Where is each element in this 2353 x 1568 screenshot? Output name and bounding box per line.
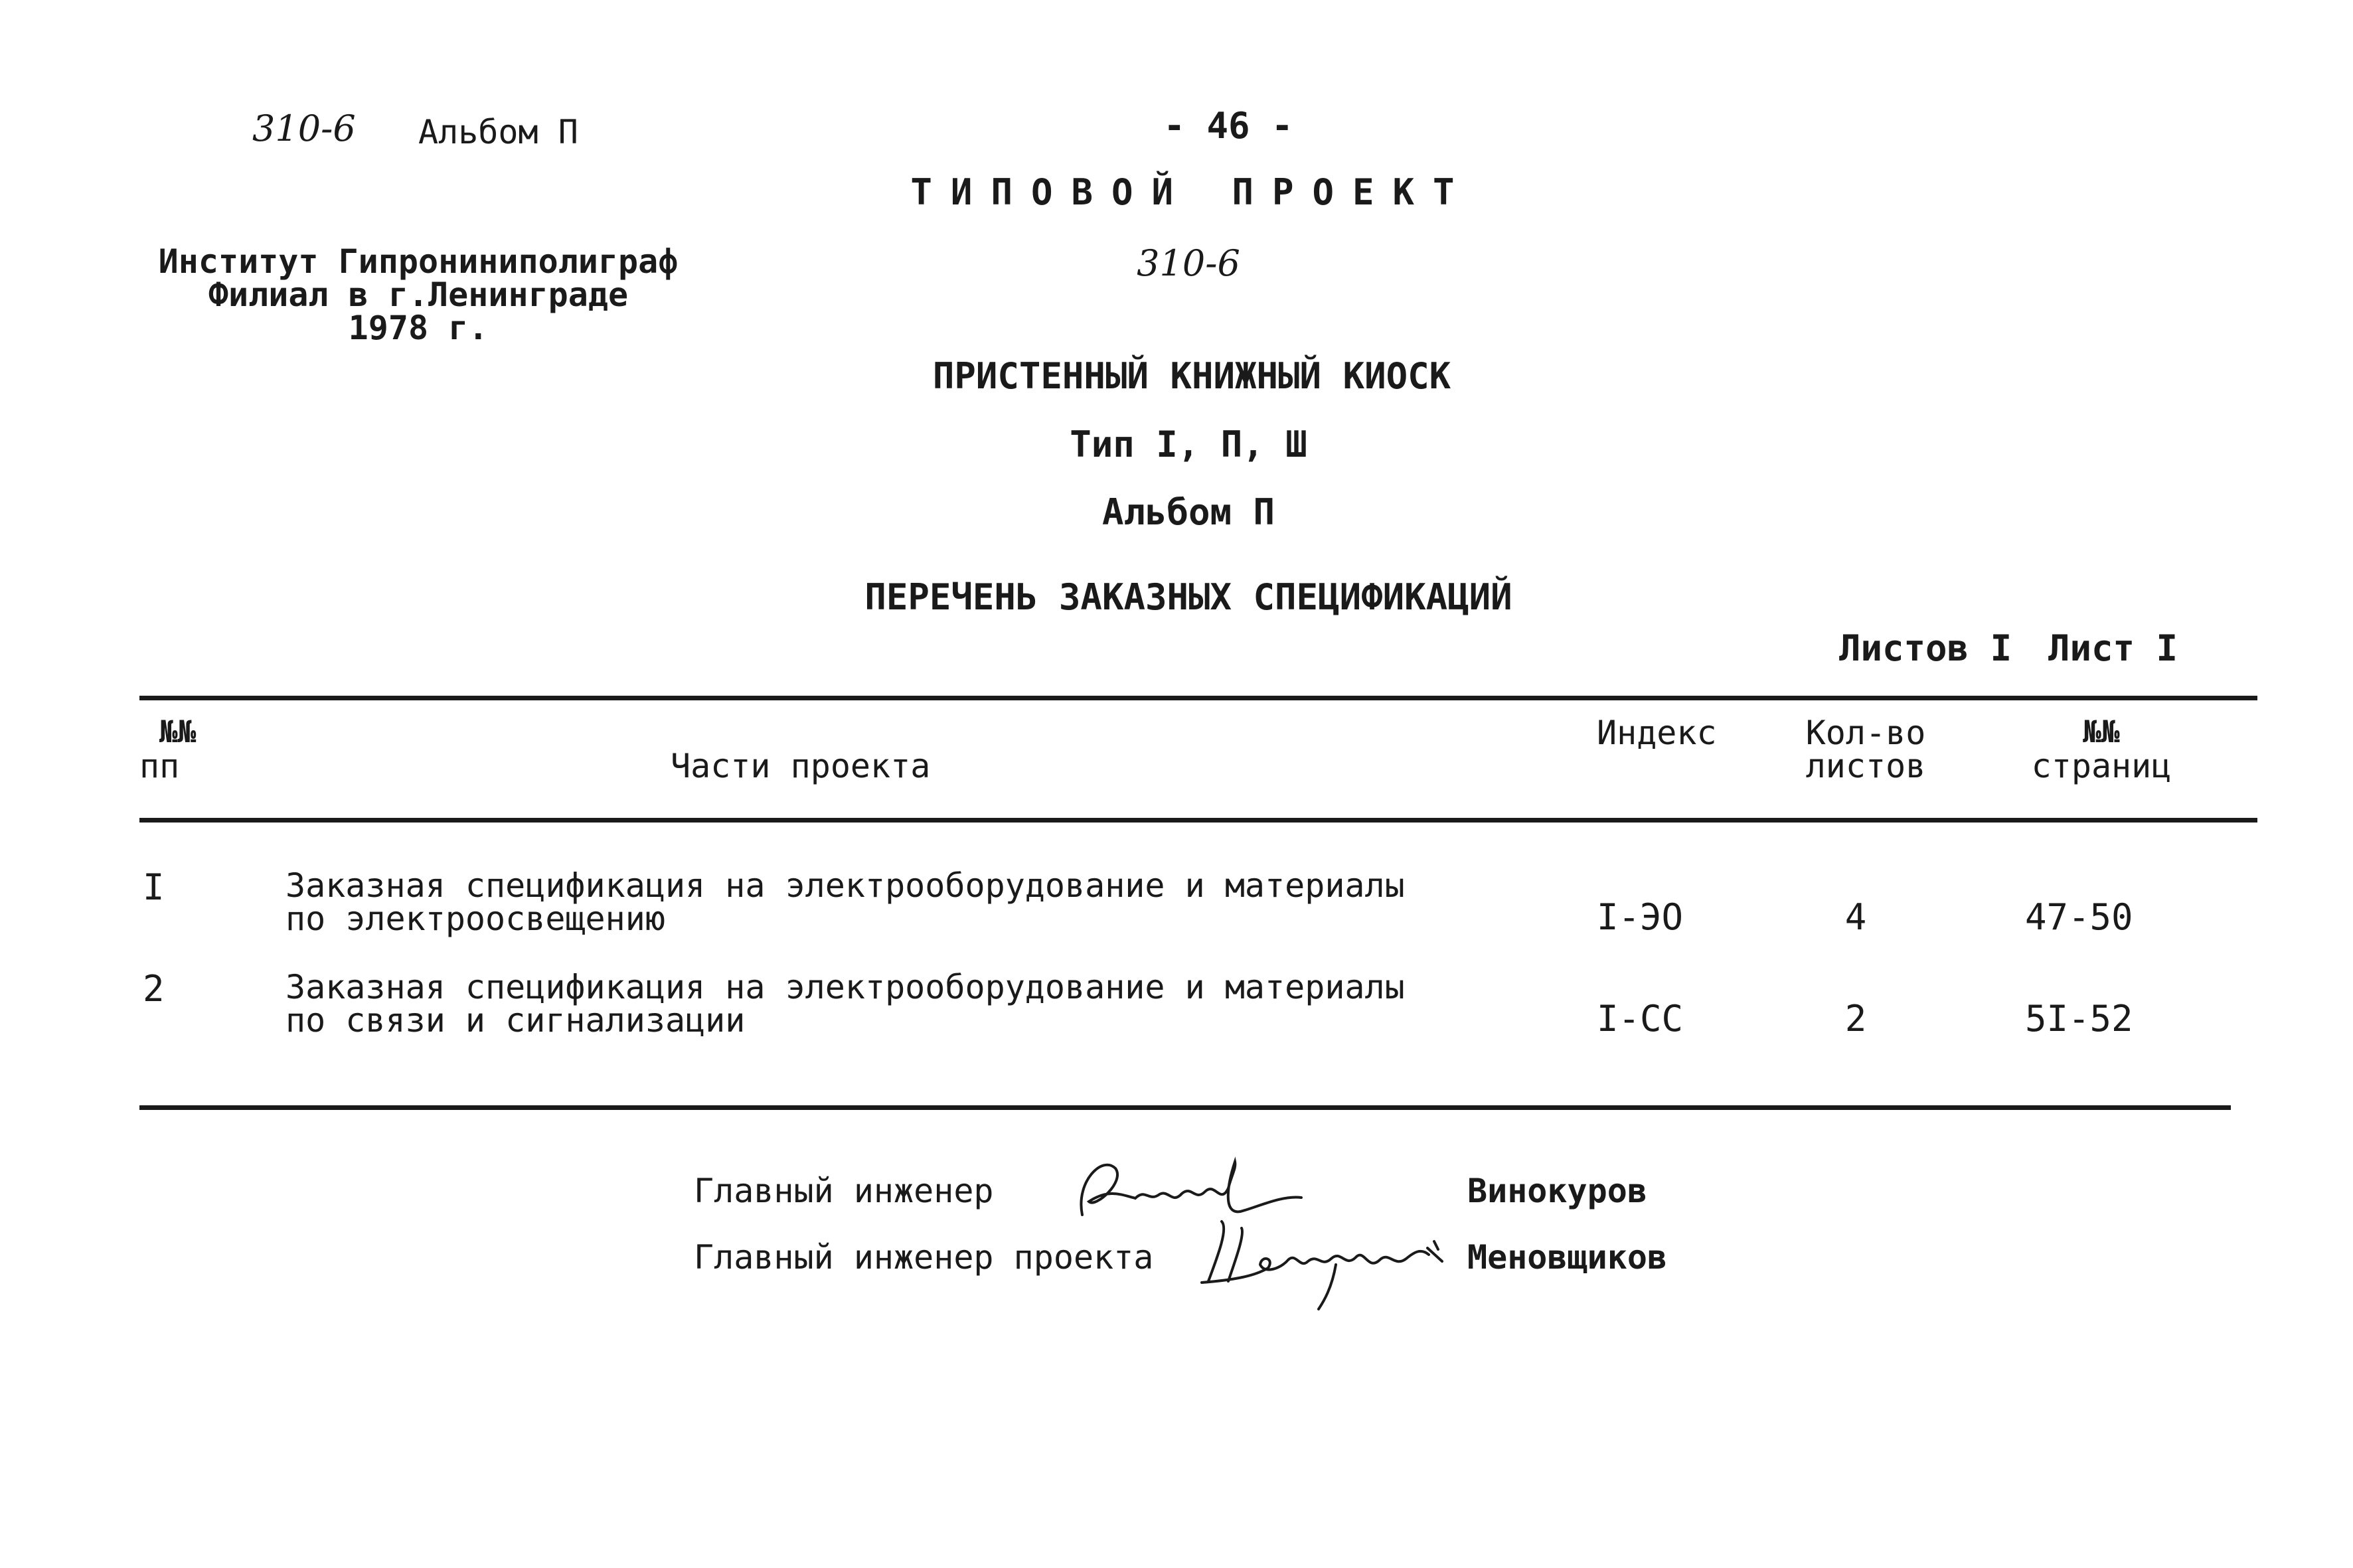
album-label-top: Альбом П xyxy=(418,113,578,151)
year: 1978 г. xyxy=(348,309,489,347)
table-bottom-rule xyxy=(139,1105,2231,1110)
typical-project-heading: ТИПОВОЙ ПРОЕКТ xyxy=(910,171,1473,213)
types-line: Тип I, П, Ш xyxy=(1070,424,1307,465)
header-pages-line1: №№ xyxy=(2083,714,2120,749)
project-number-handwritten: 310-6 xyxy=(1137,242,1240,284)
kiosk-title: ПРИСТЕННЫЙ КНИЖНЫЙ КИОСК xyxy=(932,355,1451,397)
list-title: ПЕРЕЧЕНЬ ЗАКАЗНЫХ СПЕЦИФИКАЦИЙ xyxy=(864,576,1512,618)
chief-project-engineer-signature xyxy=(1182,1202,1461,1314)
row-pages: 5I-52 xyxy=(2025,998,2133,1040)
row-part-line1: Заказная спецификация на электрооборудование и материалы xyxy=(285,968,1405,1006)
branch-name: Филиал в г.Ленинграде xyxy=(208,275,629,314)
table-top-rule xyxy=(139,696,2257,700)
sheet-number: Лист I xyxy=(2048,627,2178,669)
row-num: I xyxy=(143,866,165,908)
row-num: 2 xyxy=(143,968,165,1010)
row-part-line2: по связи и сигнализации xyxy=(285,1001,746,1040)
row-pages: 47-50 xyxy=(2025,896,2133,938)
album-title: Альбом П xyxy=(1101,491,1275,533)
project-code-handwritten: 310-6 xyxy=(252,108,356,149)
chief-project-engineer-name: Меновщиков xyxy=(1467,1238,1668,1277)
header-parts: Части проекта xyxy=(671,747,931,785)
chief-project-engineer-label: Главный инженер проекта xyxy=(694,1238,1154,1277)
sheets-total: Листов I xyxy=(1839,627,2012,669)
header-qty-line1: Кол-во xyxy=(1805,714,1926,752)
chief-engineer-label: Главный инженер xyxy=(694,1172,994,1210)
header-num-line2: пп xyxy=(139,747,180,785)
row-index: I-СС xyxy=(1597,998,1684,1040)
row-part-line1: Заказная спецификация на электрооборудование и материалы xyxy=(285,866,1405,905)
header-qty-line2: листов xyxy=(1805,747,1926,785)
row-part-line2: по электроосвещению xyxy=(285,900,665,938)
table-header-rule xyxy=(139,818,2257,823)
header-num-line1: №№ xyxy=(159,714,197,749)
row-qty: 4 xyxy=(1844,896,1867,938)
header-index: Индекс xyxy=(1597,714,1717,752)
institute-name: Институт Гипрониниполиграф xyxy=(158,242,679,281)
page-number: - 46 - xyxy=(1163,105,1293,147)
header-pages-line2: страниц xyxy=(2031,747,2172,785)
row-qty: 2 xyxy=(1844,998,1867,1040)
row-index: I-ЭО xyxy=(1597,896,1684,938)
chief-engineer-name: Винокуров xyxy=(1467,1172,1647,1210)
